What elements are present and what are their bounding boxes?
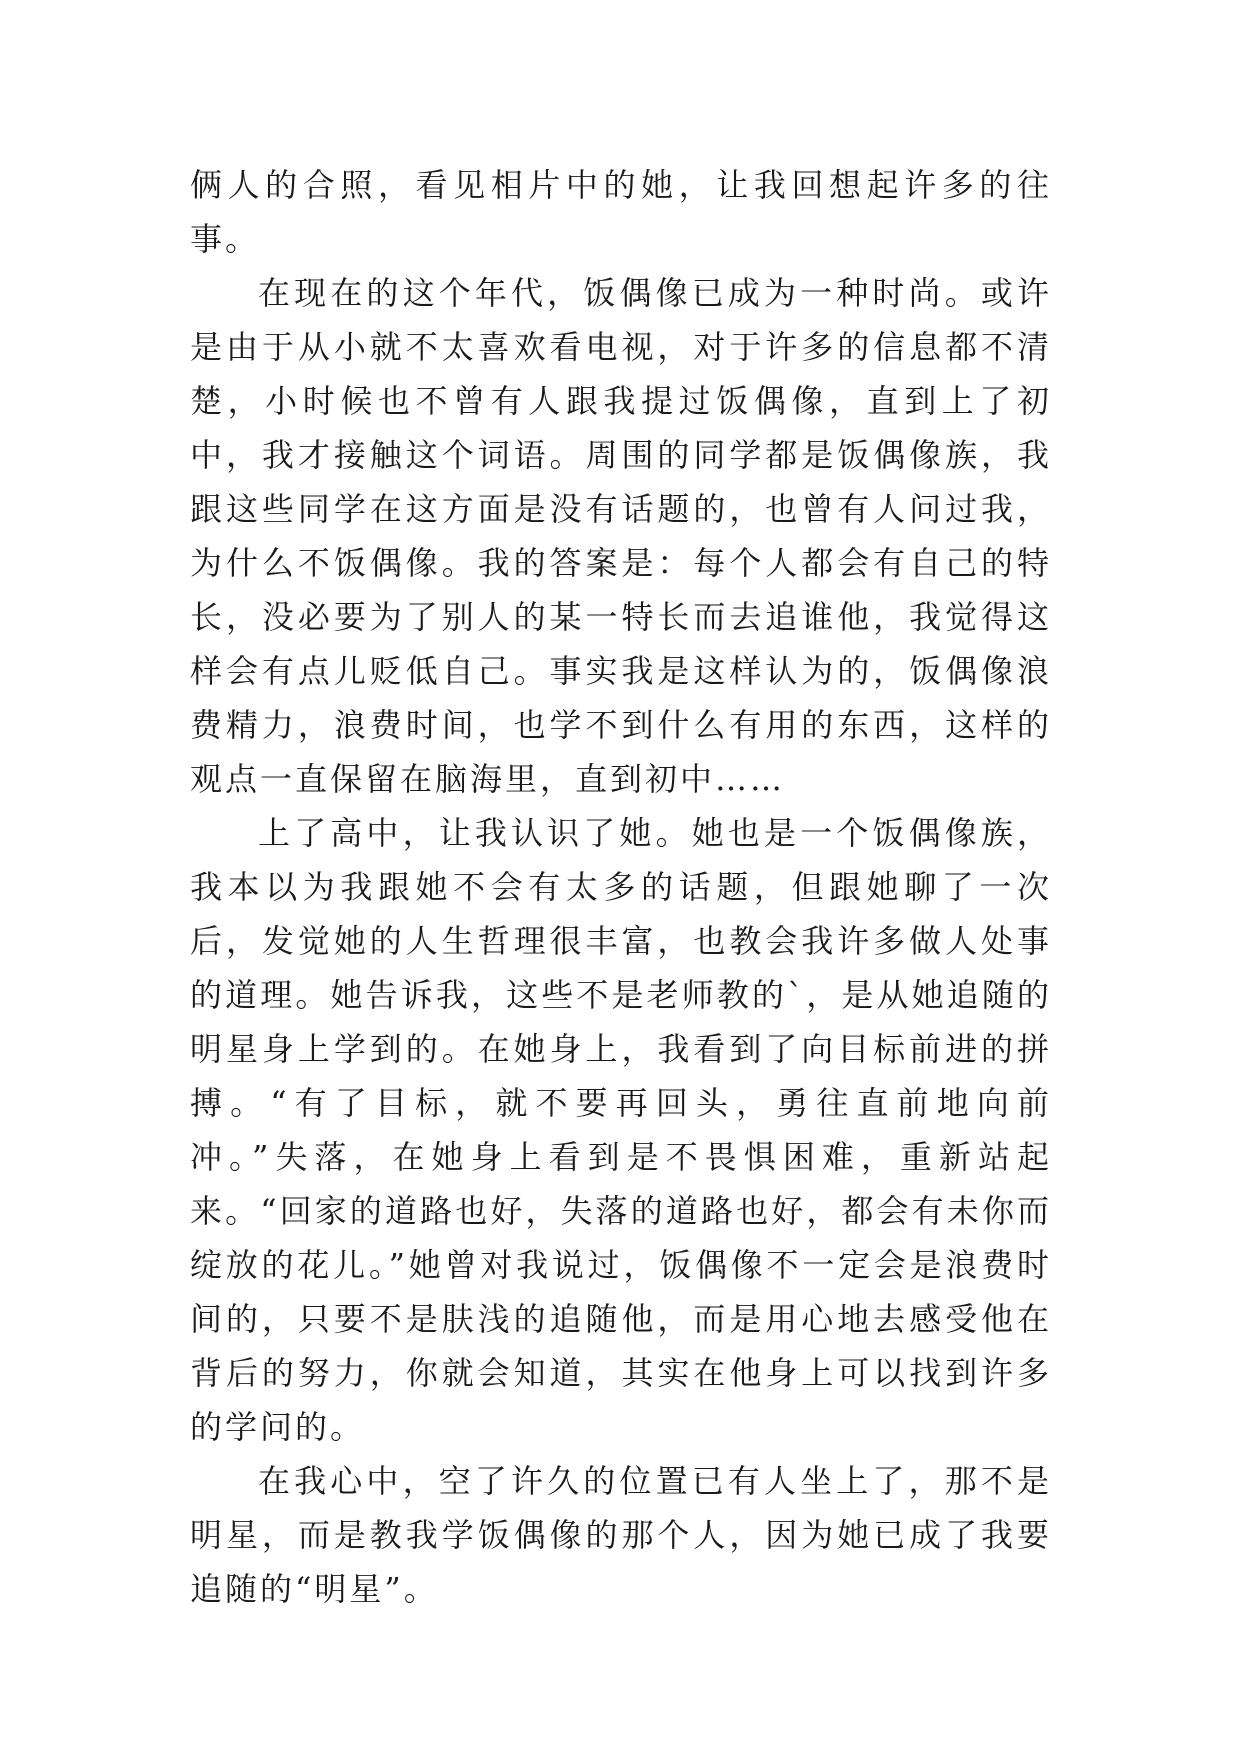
paragraph-conclusion: 在我心中，空了许久的位置已有人坐上了，那不是明星，而是教我学饭偶像的那个人，因为她已成了我要追随的“明星”。 xyxy=(190,1462,1052,1608)
paragraph-continued: 俩人的合照，看见相片中的她，让我回想起许多的往事。 xyxy=(190,166,1052,258)
paragraph-high-school-friend: 上了高中，让我认识了她。她也是一个饭偶像族，我本以为我跟她不会有太多的话题，但跟她聊了一次后，发觉她的人生哲理很丰富，也教会我许多做人处事的道理。她告诉我，这些不是老师教的`，是从她追随的明星身上学到的。在她身上，我看到了向目标前进的拼搏。“有了目标，就不要再回头，勇往直前地向前冲。”失落，在她身上看到是不畏惧困难，重新站起来。“回家的道路也好，失落的道路也好，都会有未你而绽放的花儿。”她曾对我说过，饭偶像不一定会是浪费时间的，只要不是肤浅的追随他，而是用心地去感受他在背后的努力，你就会知道，其实在他身上可以找到许多的学问的。 xyxy=(190,814,1052,1446)
document-body xyxy=(190,158,1052,1616)
paragraph-idol-trend: 在现在的这个年代，饭偶像已成为一种时尚。或许是由于从小就不太喜欢看电视，对于许多的信息都不清楚，小时候也不曾有人跟我提过饭偶像，直到上了初中，我才接触这个词语。周围的同学都是饭偶像族，我跟这些同学在这方面是没有话题的，也曾有人问过我，为什么不饭偶像。我的答案是：每个人都会有自己的特长，没必要为了别人的某一特长而去追谁他，我觉得这样会有点儿贬低自己。事实我是这样认为的，饭偶像浪费精力，浪费时间，也学不到什么有用的东西，这样的观点一直保留在脑海里，直到初中…… xyxy=(190,274,1052,798)
